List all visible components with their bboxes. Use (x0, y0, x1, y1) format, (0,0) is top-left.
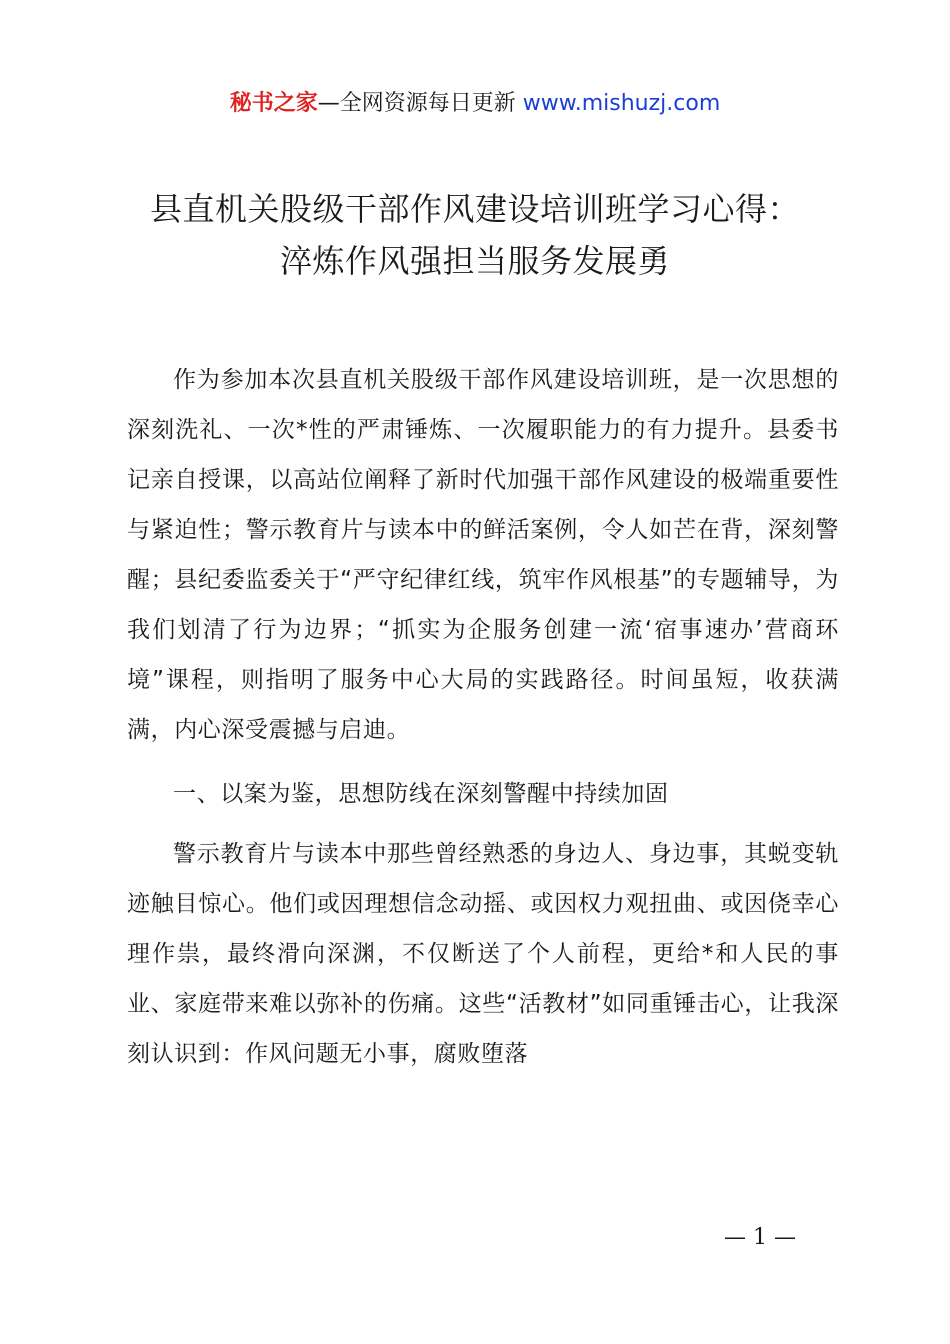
intro-paragraph: 作为参加本次县直机关股级干部作风建设培训班，是一次思想的深刻洗礼、一次*性的严肃锤炼、一次履职能力的有力提升。县委书记亲自授课，以高站位阐释了新时代加强干部作风建设的极端重要性与紧迫性；警示教育片与读本中的鲜活案例，令人如芒在背，深刻警醒；县纪委监委关于“严守纪律红线，筑牢作风根基”的专题辅导，为我们划清了行为边界；“抓实为企服务创建一流‘宿事速办’营商环境”课程，则指明了服务中心大局的实践路径。时间虽短，收获满满，内心深受震撼与启迪。 (127, 367, 839, 743)
title-line-1: 县直机关股级干部作风建设培训班学习心得： (149, 190, 800, 228)
header-tagline: —全网资源每日更新 (317, 91, 523, 116)
page-number: — 1 — (724, 1225, 796, 1250)
site-header (0, 88, 950, 120)
section-heading-1: 一、以案为鉴，思想防线在深刻警醒中持续加固 (173, 781, 669, 807)
title-line-2: 淬炼作风强担当服务发展勇 (279, 242, 670, 280)
document-body (127, 355, 839, 1079)
section-1-paragraph: 警示教育片与读本中那些曾经熟悉的身边人、身边事，其蜕变轨迹触目惊心。他们或因理想信念动摇、或因权力观扭曲、或因侥幸心理作祟，最终滑向深渊，不仅断送了个人前程，更给*和人民的事业、家庭带来难以弥补的伤痛。这些“活教材”如同重锤击心，让我深刻认识到：作风问题无小事，腐败堕落 (127, 841, 839, 1067)
document-title (60, 183, 890, 287)
site-url-link[interactable]: www.mishuzj.com (522, 91, 721, 116)
brand-name: 秘书之家 (229, 91, 318, 116)
